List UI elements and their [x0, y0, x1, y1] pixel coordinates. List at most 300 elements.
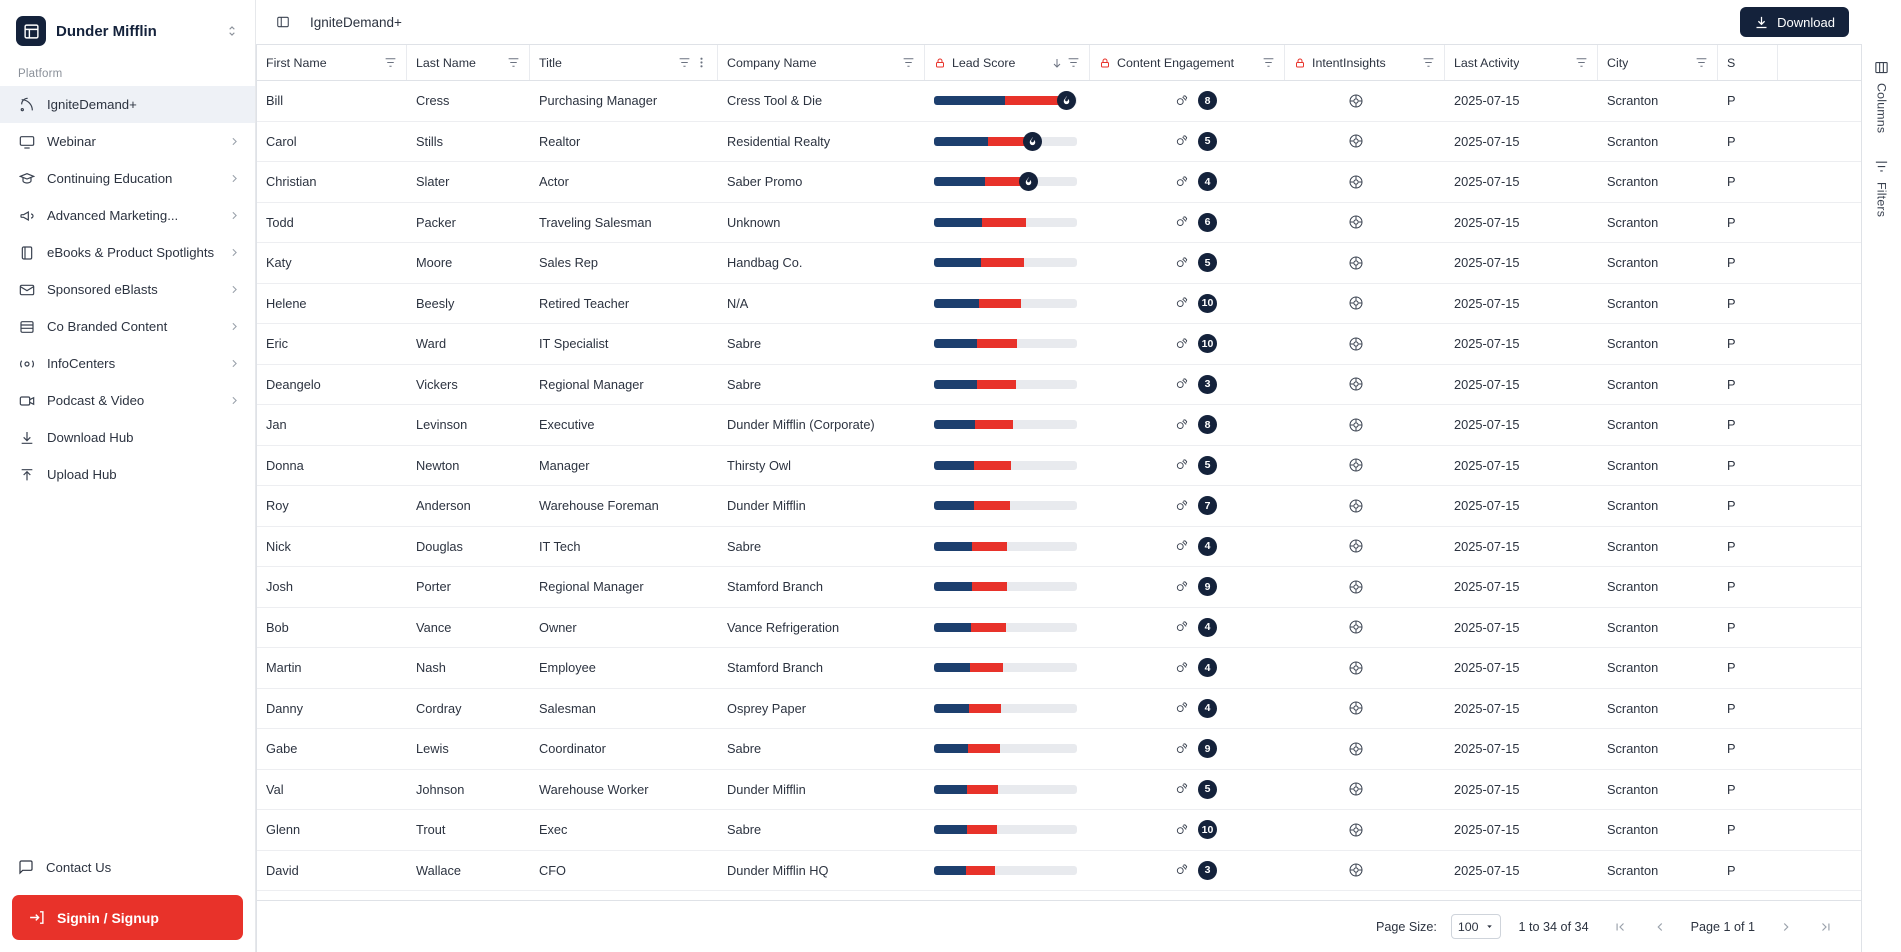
cell-first-name: Christian: [266, 174, 317, 190]
cell-intent-insights: [1285, 284, 1445, 324]
data-grid: [256, 44, 1861, 952]
table-row[interactable]: [257, 284, 1861, 325]
lock-icon: [1294, 57, 1306, 69]
sidebar-item-label: Co Branded Content: [47, 319, 168, 334]
cell-content-engagement: [1090, 365, 1285, 405]
cell-first-name: Martin: [266, 660, 302, 676]
lead-score-bar: [934, 218, 1077, 227]
lead-score-segment-blue: [934, 704, 969, 713]
page-size-select[interactable]: [1451, 914, 1501, 939]
top-bar: [256, 0, 1901, 44]
prev-page-icon[interactable]: [1647, 914, 1673, 940]
filter-icon[interactable]: [1422, 56, 1435, 69]
engagement-icon: [1175, 539, 1189, 553]
engagement-count-badge: 8: [1198, 415, 1217, 434]
cell-last-activity: 2025-07-15: [1454, 822, 1520, 838]
cell-title: Warehouse Foreman: [539, 498, 659, 514]
engagement-icon: [1175, 134, 1189, 148]
engagement-count-badge: 4: [1198, 658, 1217, 677]
cell-city: Scranton: [1607, 538, 1659, 554]
cell-lead-score: [925, 486, 1090, 526]
table-row[interactable]: [257, 446, 1861, 487]
engagement-icon: [1175, 418, 1189, 432]
cell-last-name: Nash: [416, 660, 446, 676]
lead-score-segment-blue: [934, 380, 977, 389]
cell-title: Executive: [539, 417, 595, 433]
lead-score-segment-red: [966, 866, 995, 875]
column-header-title[interactable]: [530, 45, 718, 80]
cell-company-name: Residential Realty: [727, 133, 831, 149]
cell-content-engagement: [1090, 810, 1285, 850]
cell-title: Warehouse Worker: [539, 781, 649, 797]
column-header-city[interactable]: [1598, 45, 1718, 80]
chevron-up-down-icon[interactable]: [223, 22, 241, 40]
column-header-label: S: [1727, 55, 1736, 70]
lead-score-bar: [934, 96, 1077, 105]
cell-content-engagement: [1090, 122, 1285, 162]
lead-score-segment-red: [969, 704, 1001, 713]
sidebar-item-co-branded-content[interactable]: [0, 308, 255, 345]
cell-first-name: Deangelo: [266, 376, 321, 392]
lead-score-segment-red: [974, 461, 1011, 470]
lead-score-bar: [934, 461, 1077, 470]
next-page-icon[interactable]: [1773, 914, 1799, 940]
cell-title: CFO: [539, 862, 567, 878]
table-row[interactable]: [257, 527, 1861, 568]
cell-company-name: Dunder Mifflin: [727, 781, 806, 797]
chevron-right-icon: [227, 357, 241, 371]
engagement-count-badge: 4: [1198, 618, 1217, 637]
table-row[interactable]: [257, 851, 1861, 892]
engagement-count-badge: 4: [1198, 537, 1217, 556]
table-row[interactable]: [257, 486, 1861, 527]
sidebar-item-label: IgniteDemand+: [47, 97, 137, 112]
cell-last-name: Ward: [416, 336, 447, 352]
filters-panel-button[interactable]: [1874, 159, 1889, 217]
filter-icon[interactable]: [1575, 56, 1588, 69]
filter-icon[interactable]: [1067, 56, 1080, 69]
cell-first-name: Eric: [266, 336, 289, 352]
cell-last-name: Porter: [416, 579, 451, 595]
column-header-label: City: [1607, 55, 1629, 70]
intent-target-icon: [1348, 174, 1364, 190]
cell-lead-score: [925, 405, 1090, 445]
last-page-icon[interactable]: [1813, 914, 1839, 940]
column-header-label: Lead Score: [952, 55, 1016, 70]
signin-signup-button[interactable]: [12, 895, 243, 940]
cell-lead-score: [925, 324, 1090, 364]
cell-intent-insights: [1285, 608, 1445, 648]
table-row[interactable]: [257, 689, 1861, 730]
table-row[interactable]: [257, 243, 1861, 284]
lead-score-segment-blue: [934, 663, 970, 672]
cell-content-engagement: [1090, 689, 1285, 729]
sidebar: [0, 0, 256, 952]
filter-icon[interactable]: [678, 56, 691, 69]
cell-last-name: Wallace: [416, 862, 462, 878]
engagement-icon: [1175, 215, 1189, 229]
cell-company-name: Sabre: [727, 336, 762, 352]
hot-lead-flame-icon: [1019, 172, 1038, 191]
cell-last-name: Trout: [416, 822, 446, 838]
download-icon: [18, 429, 35, 446]
cell-city: Scranton: [1607, 133, 1659, 149]
cell-state: P: [1727, 822, 1736, 838]
filter-icon[interactable]: [507, 56, 520, 69]
lead-score-bar: [934, 663, 1077, 672]
brand-header[interactable]: [0, 0, 255, 62]
intent-target-icon: [1348, 862, 1364, 878]
cell-first-name: Katy: [266, 255, 292, 271]
column-header-lead-score[interactable]: [925, 45, 1090, 80]
intent-target-icon: [1348, 214, 1364, 230]
table-row[interactable]: [257, 770, 1861, 811]
table-row[interactable]: [257, 648, 1861, 689]
lead-score-bar: [934, 582, 1077, 591]
cell-state: P: [1727, 538, 1736, 554]
sidebar-item-label: Sponsored eBlasts: [47, 282, 158, 297]
cell-content-engagement: [1090, 203, 1285, 243]
signin-arrow-icon: [28, 909, 45, 926]
cell-state: P: [1727, 660, 1736, 676]
column-header-label: Title: [539, 55, 562, 70]
column-header-label: Last Activity: [1454, 55, 1520, 70]
sidebar-item-ebooks-product-spotlights[interactable]: [0, 234, 255, 271]
column-header-first-name[interactable]: [257, 45, 407, 80]
cell-company-name: Saber Promo: [727, 174, 803, 190]
lead-score-bar: [934, 825, 1077, 834]
cell-lead-score: [925, 203, 1090, 243]
table-row[interactable]: [257, 729, 1861, 770]
lead-score-segment-red: [972, 582, 1007, 591]
chevron-right-icon: [227, 246, 241, 260]
sidebar-item-ignitedemand[interactable]: [0, 86, 255, 123]
cell-last-name: Anderson: [416, 498, 471, 514]
cell-first-name: Todd: [266, 214, 294, 230]
cell-lead-score: [925, 729, 1090, 769]
columns-panel-button[interactable]: [1874, 60, 1889, 133]
cell-lead-score: [925, 81, 1090, 121]
engagement-icon: [1175, 458, 1189, 472]
column-header-label: Company Name: [727, 55, 817, 70]
intent-target-icon: [1348, 660, 1364, 676]
cell-state: P: [1727, 376, 1736, 392]
right-rail: [1861, 44, 1901, 952]
lead-score-bar: [934, 623, 1077, 632]
lead-score-bar: [934, 785, 1077, 794]
lead-score-segment-red: [968, 744, 1000, 753]
engagement-icon: [1175, 377, 1189, 391]
table-row[interactable]: [257, 365, 1861, 406]
engagement-count-badge: 10: [1198, 294, 1217, 313]
cell-content-engagement: [1090, 81, 1285, 121]
cell-company-name: Unknown: [727, 214, 781, 230]
intent-target-icon: [1348, 336, 1364, 352]
cell-first-name: David: [266, 862, 299, 878]
cell-intent-insights: [1285, 405, 1445, 445]
lead-score-segment-red: [967, 825, 997, 834]
download-button[interactable]: [1740, 7, 1849, 37]
engagement-count-badge: 5: [1198, 780, 1217, 799]
cell-state: P: [1727, 741, 1736, 757]
lead-score-segment-blue: [934, 299, 979, 308]
cell-first-name: Danny: [266, 700, 303, 716]
intent-target-icon: [1348, 457, 1364, 473]
video-icon: [18, 392, 35, 409]
table-row[interactable]: [257, 405, 1861, 446]
chat-icon: [18, 859, 34, 875]
cell-content-engagement: [1090, 243, 1285, 283]
cell-city: Scranton: [1607, 295, 1659, 311]
lead-score-segment-red: [975, 420, 1013, 429]
lead-score-segment-blue: [934, 218, 982, 227]
cell-intent-insights: [1285, 162, 1445, 202]
cell-content-engagement: [1090, 608, 1285, 648]
cell-content-engagement: [1090, 486, 1285, 526]
sort-desc-icon[interactable]: [1051, 57, 1063, 69]
cell-company-name: Cress Tool & Die: [727, 93, 823, 109]
engagement-icon: [1175, 742, 1189, 756]
layers-icon: [18, 318, 35, 335]
cell-city: Scranton: [1607, 498, 1659, 514]
cell-state: P: [1727, 133, 1736, 149]
cell-company-name: Sabre: [727, 538, 762, 554]
intent-target-icon: [1348, 619, 1364, 635]
cell-state: P: [1727, 781, 1736, 797]
engagement-icon: [1175, 620, 1189, 634]
cell-city: Scranton: [1607, 417, 1659, 433]
engagement-icon: [1175, 175, 1189, 189]
lead-score-bar: [934, 542, 1077, 551]
engagement-icon: [1175, 296, 1189, 310]
lead-score-segment-blue: [934, 501, 974, 510]
column-header-content-engagement[interactable]: [1090, 45, 1285, 80]
sidebar-footer: [0, 847, 255, 952]
cell-last-activity: 2025-07-15: [1454, 781, 1520, 797]
cell-intent-insights: [1285, 446, 1445, 486]
engagement-count-badge: 8: [1198, 91, 1217, 110]
cell-state: P: [1727, 214, 1736, 230]
filter-icon[interactable]: [1695, 56, 1708, 69]
intent-target-icon: [1348, 133, 1364, 149]
table-row[interactable]: [257, 567, 1861, 608]
column-header-company-name[interactable]: [718, 45, 925, 80]
cell-content-engagement: [1090, 284, 1285, 324]
cell-state: P: [1727, 336, 1736, 352]
cell-lead-score: [925, 162, 1090, 202]
cell-city: Scranton: [1607, 822, 1659, 838]
cell-first-name: Donna: [266, 457, 304, 473]
sidebar-section-label: Platform: [18, 68, 63, 80]
engagement-count-badge: 5: [1198, 132, 1217, 151]
intent-target-icon: [1348, 498, 1364, 514]
cell-city: Scranton: [1607, 741, 1659, 757]
cell-lead-score: [925, 527, 1090, 567]
cell-content-engagement: [1090, 527, 1285, 567]
engagement-icon: [1175, 661, 1189, 675]
sidebar-item-label: Download Hub: [47, 430, 134, 445]
cell-content-engagement: [1090, 770, 1285, 810]
intent-target-icon: [1348, 781, 1364, 797]
main-area: [256, 0, 1901, 952]
sidebar-item-upload-hub[interactable]: [0, 456, 255, 493]
cell-company-name: Handbag Co.: [727, 255, 803, 271]
sidebar-item-label: Continuing Education: [47, 171, 173, 186]
cell-lead-score: [925, 567, 1090, 607]
cell-city: Scranton: [1607, 700, 1659, 716]
table-row[interactable]: [257, 203, 1861, 244]
cell-content-engagement: [1090, 851, 1285, 891]
cell-last-name: Cordray: [416, 700, 462, 716]
table-row[interactable]: [257, 162, 1861, 203]
lead-score-bar: [934, 137, 1077, 146]
cell-state: P: [1727, 93, 1736, 109]
lead-score-bar: [934, 704, 1077, 713]
signin-signup-label: Signin / Signup: [57, 909, 159, 926]
cell-content-engagement: [1090, 405, 1285, 445]
table-row[interactable]: [257, 324, 1861, 365]
contact-us-item[interactable]: [0, 847, 255, 887]
cell-title: Traveling Salesman: [539, 214, 652, 230]
sidebar-item-label: InfoCenters: [47, 356, 116, 371]
cell-intent-insights: [1285, 365, 1445, 405]
cell-lead-score: [925, 689, 1090, 729]
sidebar-item-advanced-marketing[interactable]: [0, 197, 255, 234]
cell-city: Scranton: [1607, 862, 1659, 878]
cell-first-name: Glenn: [266, 822, 301, 838]
engagement-count-badge: 10: [1198, 334, 1217, 353]
table-row[interactable]: [257, 81, 1861, 122]
filter-icon[interactable]: [902, 56, 915, 69]
cell-lead-score: [925, 851, 1090, 891]
cell-state: P: [1727, 700, 1736, 716]
chevron-right-icon: [227, 394, 241, 408]
sidebar-item-sponsored-eblasts[interactable]: [0, 271, 255, 308]
cell-title: Manager: [539, 457, 590, 473]
cell-lead-score: [925, 810, 1090, 850]
cell-intent-insights: [1285, 567, 1445, 607]
cell-last-activity: 2025-07-15: [1454, 700, 1520, 716]
cell-company-name: Stamford Branch: [727, 579, 824, 595]
cell-intent-insights: [1285, 729, 1445, 769]
sidebar-item-podcast-video[interactable]: [0, 382, 255, 419]
engagement-count-badge: 9: [1198, 739, 1217, 758]
cell-first-name: Val: [266, 781, 284, 797]
cell-city: Scranton: [1607, 619, 1659, 635]
cell-title: Employee: [539, 660, 596, 676]
chevron-right-icon: [227, 209, 241, 223]
upload-icon: [18, 466, 35, 483]
filter-icon[interactable]: [1262, 56, 1275, 69]
chevron-right-icon: [227, 172, 241, 186]
cell-last-name: Vickers: [416, 376, 458, 392]
column-menu-icon[interactable]: [695, 56, 708, 69]
column-header-last-activity[interactable]: [1445, 45, 1598, 80]
hot-lead-flame-icon: [1057, 91, 1076, 110]
cell-company-name: Sabre: [727, 741, 762, 757]
cell-company-name: Dunder Mifflin (Corporate): [727, 417, 875, 433]
engagement-icon: [1175, 94, 1189, 108]
cell-last-activity: 2025-07-15: [1454, 93, 1520, 109]
lead-score-segment-blue: [934, 825, 967, 834]
lead-score-segment-red: [972, 542, 1007, 551]
columns-label: Columns: [1874, 83, 1889, 134]
row-range-text: 1 to 34 of 34: [1518, 919, 1589, 934]
brand-name: Dunder Mifflin: [56, 22, 157, 40]
lead-score-bar: [934, 299, 1077, 308]
lead-score-segment-red: [974, 501, 1010, 510]
info-hub-icon: [18, 355, 35, 372]
table-row[interactable]: [257, 608, 1861, 649]
cell-state: P: [1727, 417, 1736, 433]
table-row[interactable]: [257, 122, 1861, 163]
cell-lead-score: [925, 365, 1090, 405]
lead-score-segment-blue: [934, 258, 981, 267]
engagement-count-badge: 3: [1198, 861, 1217, 880]
cell-title: IT Tech: [539, 538, 581, 554]
cell-last-name: Newton: [416, 457, 460, 473]
table-row[interactable]: [257, 810, 1861, 851]
cell-state: P: [1727, 619, 1736, 635]
cell-last-name: Johnson: [416, 781, 465, 797]
lead-score-segment-red: [971, 623, 1006, 632]
cell-content-engagement: [1090, 729, 1285, 769]
hot-lead-flame-icon: [1023, 132, 1042, 151]
cell-title: Purchasing Manager: [539, 93, 658, 109]
cell-state: P: [1727, 498, 1736, 514]
lead-score-segment-red: [977, 339, 1017, 348]
lead-score-segment-red: [979, 299, 1021, 308]
column-header-state[interactable]: [1718, 45, 1778, 80]
panel-collapse-icon[interactable]: [270, 9, 296, 35]
cell-intent-insights: [1285, 122, 1445, 162]
sidebar-item-label: eBooks & Product Spotlights: [47, 245, 215, 260]
filter-icon[interactable]: [384, 56, 397, 69]
lock-icon: [1099, 57, 1111, 69]
column-header-intent-insights[interactable]: [1285, 45, 1445, 80]
lead-score-segment-blue: [934, 542, 972, 551]
download-icon: [1754, 15, 1769, 30]
cell-last-activity: 2025-07-15: [1454, 214, 1520, 230]
sidebar-item-infocenters[interactable]: [0, 345, 255, 382]
download-button-label: Download: [1777, 14, 1835, 30]
page-size-label: Page Size:: [1375, 919, 1437, 934]
cell-content-engagement: [1090, 446, 1285, 486]
intent-target-icon: [1348, 295, 1364, 311]
lead-score-segment-blue: [934, 623, 971, 632]
first-page-icon[interactable]: [1607, 914, 1633, 940]
cell-content-engagement: [1090, 648, 1285, 688]
cell-intent-insights: [1285, 324, 1445, 364]
sidebar-item-webinar[interactable]: [0, 123, 255, 160]
cell-city: Scranton: [1607, 457, 1659, 473]
cell-lead-score: [925, 243, 1090, 283]
lead-score-segment-blue: [934, 420, 975, 429]
sidebar-item-continuing-education[interactable]: [0, 160, 255, 197]
cell-company-name: Dunder Mifflin: [727, 498, 806, 514]
cell-last-activity: 2025-07-15: [1454, 417, 1520, 433]
cell-title: Sales Rep: [539, 255, 599, 271]
column-header-last-name[interactable]: [407, 45, 530, 80]
sidebar-item-download-hub[interactable]: [0, 419, 255, 456]
grid-footer: [257, 900, 1861, 952]
chevron-right-icon: [227, 135, 241, 149]
cell-title: Salesman: [539, 700, 596, 716]
cell-city: Scranton: [1607, 174, 1659, 190]
sidebar-item-label: Upload Hub: [47, 467, 117, 482]
cell-state: P: [1727, 457, 1736, 473]
lead-score-segment-blue: [934, 744, 968, 753]
